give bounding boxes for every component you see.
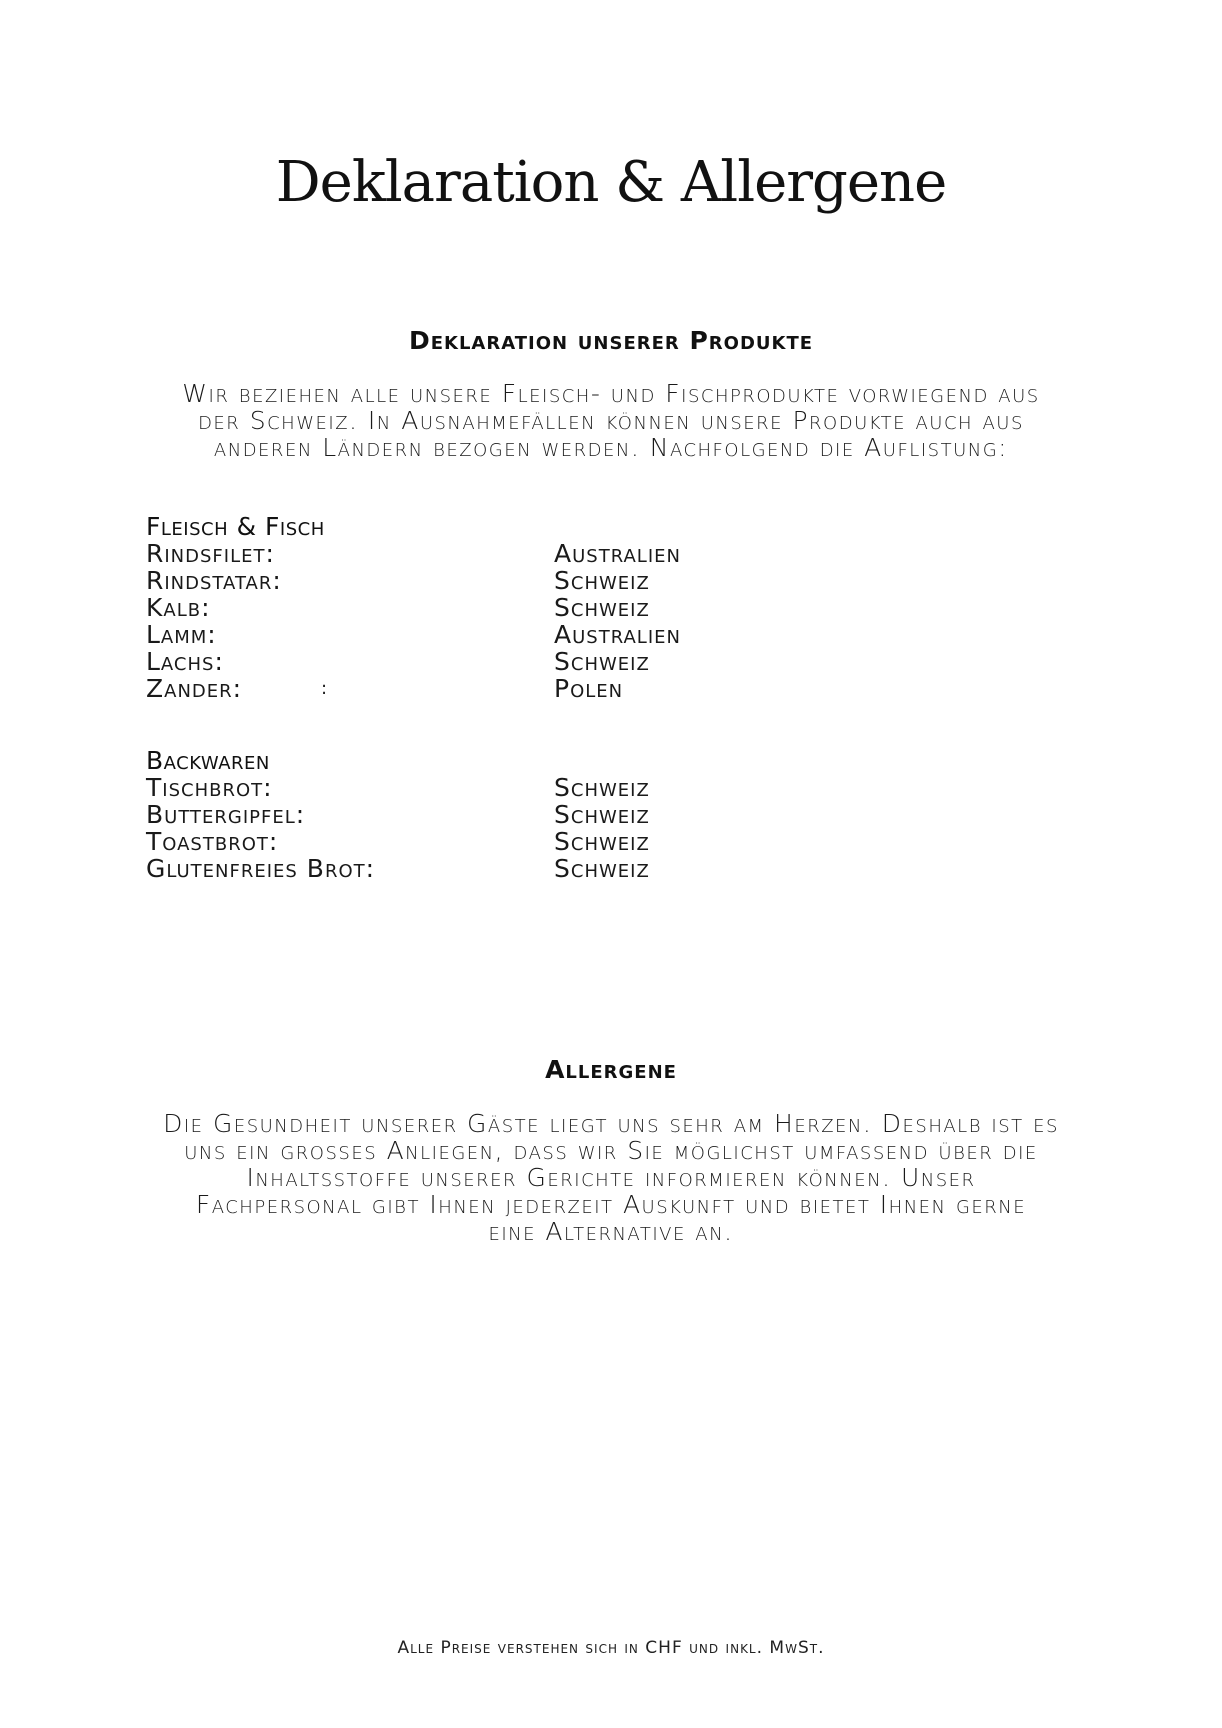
list-item [146, 540, 846, 567]
item-origin: Australien [554, 539, 681, 568]
item-origin: Polen [554, 674, 624, 703]
allergens-line: Fachpersonal gibt Ihnen jederzeit Auskunft und bietet Ihnen gerne [195, 1190, 1027, 1219]
item-label: Lamm: [146, 620, 217, 649]
group-title: Backwaren [146, 746, 270, 775]
item-label: Tischbrot: [146, 773, 273, 802]
group-meat-fish [146, 513, 846, 702]
allergens-line: uns ein grosses Anliegen, dass wir Sie möglichst umfassend über die [184, 1136, 1038, 1165]
list-item [146, 855, 846, 882]
item-origin: Schweiz [554, 800, 650, 829]
item-origin: Schweiz [554, 566, 650, 595]
intro-line: Wir beziehen alle unsere Fleisch- und Fischprodukte vorwiegend aus [182, 379, 1040, 408]
list-item [146, 675, 846, 702]
item-label: Glutenfreies Brot: [146, 854, 376, 883]
item-origin: Schweiz [554, 827, 650, 856]
list-item [146, 567, 846, 594]
intro-line: der Schweiz. In Ausnahmefällen können unsere Produkte auch aus [198, 406, 1024, 435]
group-bakery [146, 747, 846, 882]
allergens-text [140, 1110, 1082, 1245]
item-label: Toastbrot: [146, 827, 279, 856]
declaration-heading: Deklaration unserer Produkte [408, 326, 814, 355]
declaration-intro [140, 380, 1082, 461]
item-origin: Schweiz [554, 647, 650, 676]
stray-colon: : [321, 678, 329, 699]
item-label: Kalb: [146, 593, 211, 622]
list-item [146, 621, 846, 648]
item-origin: Australien [554, 620, 681, 649]
list-item [146, 594, 846, 621]
item-label: Zander: [146, 674, 243, 703]
item-origin: Schweiz [554, 854, 650, 883]
allergens-line: Inhaltsstoffe unserer Gerichte informieren können. Unser [246, 1163, 976, 1192]
item-origin: Schweiz [554, 593, 650, 622]
page-title: Deklaration & Allergene [275, 150, 947, 215]
item-label: Lachs: [146, 647, 224, 676]
allergens-heading: Allergene [545, 1055, 677, 1084]
allergens-line: Die Gesundheit unserer Gäste liegt uns sehr am Herzen. Deshalb ist es [163, 1109, 1059, 1138]
list-item [146, 828, 846, 855]
item-origin: Schweiz [554, 773, 650, 802]
item-label: Buttergipfel: [146, 800, 306, 829]
item-label: Rindstatar: [146, 566, 282, 595]
group-title: Fleisch & Fisch [146, 512, 325, 541]
item-label: Rindsfilet: [146, 539, 275, 568]
list-item [146, 774, 846, 801]
intro-line: anderen Ländern bezogen werden. Nachfolgend die Auflistung: [213, 433, 1009, 462]
allergens-line: eine Alternative an. [488, 1217, 734, 1246]
list-item [146, 801, 846, 828]
footer-note: Alle Preise verstehen sich in CHF und inkl. MwSt. [397, 1638, 825, 1658]
list-item [146, 648, 846, 675]
